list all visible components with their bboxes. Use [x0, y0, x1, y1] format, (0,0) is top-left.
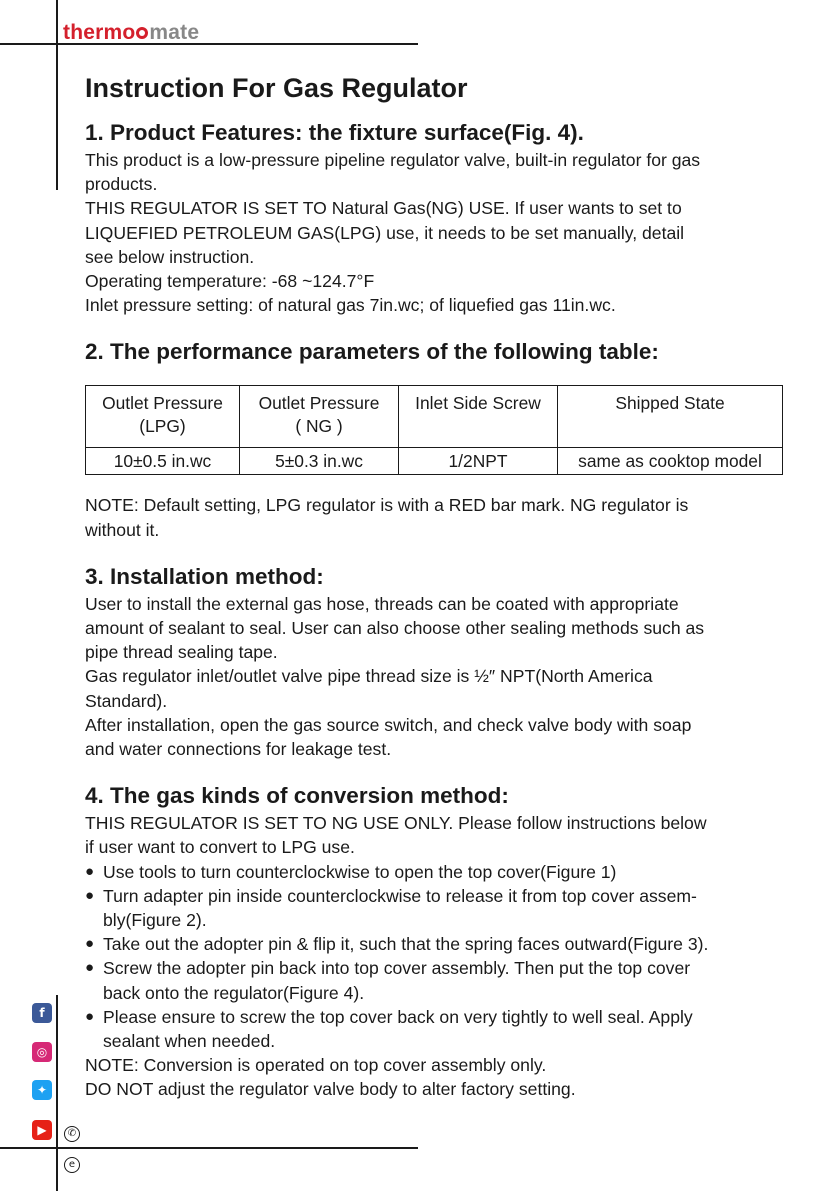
list-item: ● Use tools to turn counterclockwise to open the top cover(Figure 1): [85, 860, 805, 884]
performance-table: [85, 385, 783, 475]
section2-note: without it.: [85, 519, 160, 540]
section3-line: amount of sealant to seal. User can also choose other sealing methods such as: [85, 618, 705, 639]
section1-line: products.: [85, 174, 158, 195]
section1-line: THIS REGULATOR IS SET TO Natural Gas(NG) USE. If user wants to set to: [85, 198, 682, 219]
left-divider-top: [56, 0, 58, 190]
footer-rule: [0, 1147, 418, 1149]
phone-icon: ✆: [64, 1126, 80, 1142]
section1-line: This product is a low-pressure pipeline regulator valve, built-in regulator for gas: [85, 150, 701, 170]
table-cell: 5±0.3 in.wc: [240, 448, 399, 475]
section2-note: NOTE: Default setting, LPG regulator is with a RED bar mark. NG regulator is: [85, 495, 689, 516]
list-item: ● Turn adapter pin inside counterclockwise to release it from top cover assem-: [85, 884, 805, 908]
list-item: ● Take out the adopter pin & flip it, such that the spring faces outward(Figure 3).: [85, 932, 805, 956]
table-header-cell: Outlet Pressure (LPG): [86, 386, 240, 448]
facebook-icon[interactable]: f: [32, 1003, 52, 1023]
table-cell: same as cooktop model: [558, 448, 783, 475]
section4-note: DO NOT adjust the regulator valve body to alter factory setting.: [85, 1079, 576, 1100]
section3-line: pipe thread sealing tape.: [85, 642, 278, 663]
instagram-icon[interactable]: ◎: [32, 1042, 52, 1062]
section1-line: LIQUEFIED PETROLEUM GAS(LPG) use, it needs to be set manually, detail: [85, 222, 685, 243]
section3-heading: 3. Installation method:: [85, 563, 324, 589]
left-divider-bottom: [56, 995, 58, 1191]
brand-logo: [63, 21, 199, 45]
section1-line: Inlet pressure setting: of natural gas 7in.wc; of liquefied gas 11in.wc.: [85, 295, 616, 316]
youtube-icon[interactable]: ▶: [32, 1120, 52, 1140]
list-item: ● Please ensure to screw the top cover back on very tightly to well seal. Apply: [85, 1005, 805, 1029]
table-cell: 1/2NPT: [399, 448, 558, 475]
section3-line: After installation, open the gas source switch, and check valve body with soap: [85, 714, 692, 735]
table-header-cell: Outlet Pressure ( NG ): [240, 386, 399, 448]
page-title: Instruction For Gas Regulator: [85, 73, 468, 103]
document-body: [85, 70, 805, 1102]
section3-line: Gas regulator inlet/outlet valve pipe thread size is ½″ NPT(North America: [85, 666, 653, 687]
list-item-continuation: back onto the regulator(Figure 4).: [103, 982, 365, 1003]
list-item: ● Screw the adopter pin back into top cover assembly. Then put the top cover: [85, 956, 805, 980]
section2-heading: 2. The performance parameters of the following table:: [85, 339, 659, 365]
section3-line: User to install the external gas hose, threads can be coated with appropriate: [85, 593, 679, 614]
section4-note: NOTE: Conversion is operated on top cover assembly only.: [85, 1055, 547, 1076]
section4-intro: THIS REGULATOR IS SET TO NG USE ONLY. Please follow instructions below: [85, 813, 707, 834]
section4-intro: if user want to convert to LPG use.: [85, 837, 355, 858]
table-cell: 10±0.5 in.wc: [86, 448, 240, 475]
table-header-cell: Shipped State: [558, 386, 783, 448]
web-icon: e: [64, 1157, 80, 1173]
table-header-cell: Inlet Side Screw: [399, 386, 558, 448]
section4-heading: 4. The gas kinds of conversion method:: [85, 783, 509, 809]
list-item-continuation: bly(Figure 2).: [103, 910, 207, 931]
table-row: [86, 448, 783, 475]
table-header-row: [86, 386, 783, 448]
flame-icon: [136, 27, 148, 39]
section3-line: and water connections for leakage test.: [85, 739, 392, 760]
section1-line: Operating temperature: -68 ~124.7°F: [85, 271, 375, 292]
brand-part2: mate: [149, 21, 200, 44]
list-item-continuation: sealant when needed.: [103, 1031, 276, 1052]
brand-part1: thermo: [63, 21, 136, 44]
section1-heading: 1. Product Features: the fixture surface(Fig. 4).: [85, 120, 584, 145]
section3-line: Standard).: [85, 690, 168, 711]
twitter-icon[interactable]: ✦: [32, 1080, 52, 1100]
section1-line: see below instruction.: [85, 246, 255, 267]
